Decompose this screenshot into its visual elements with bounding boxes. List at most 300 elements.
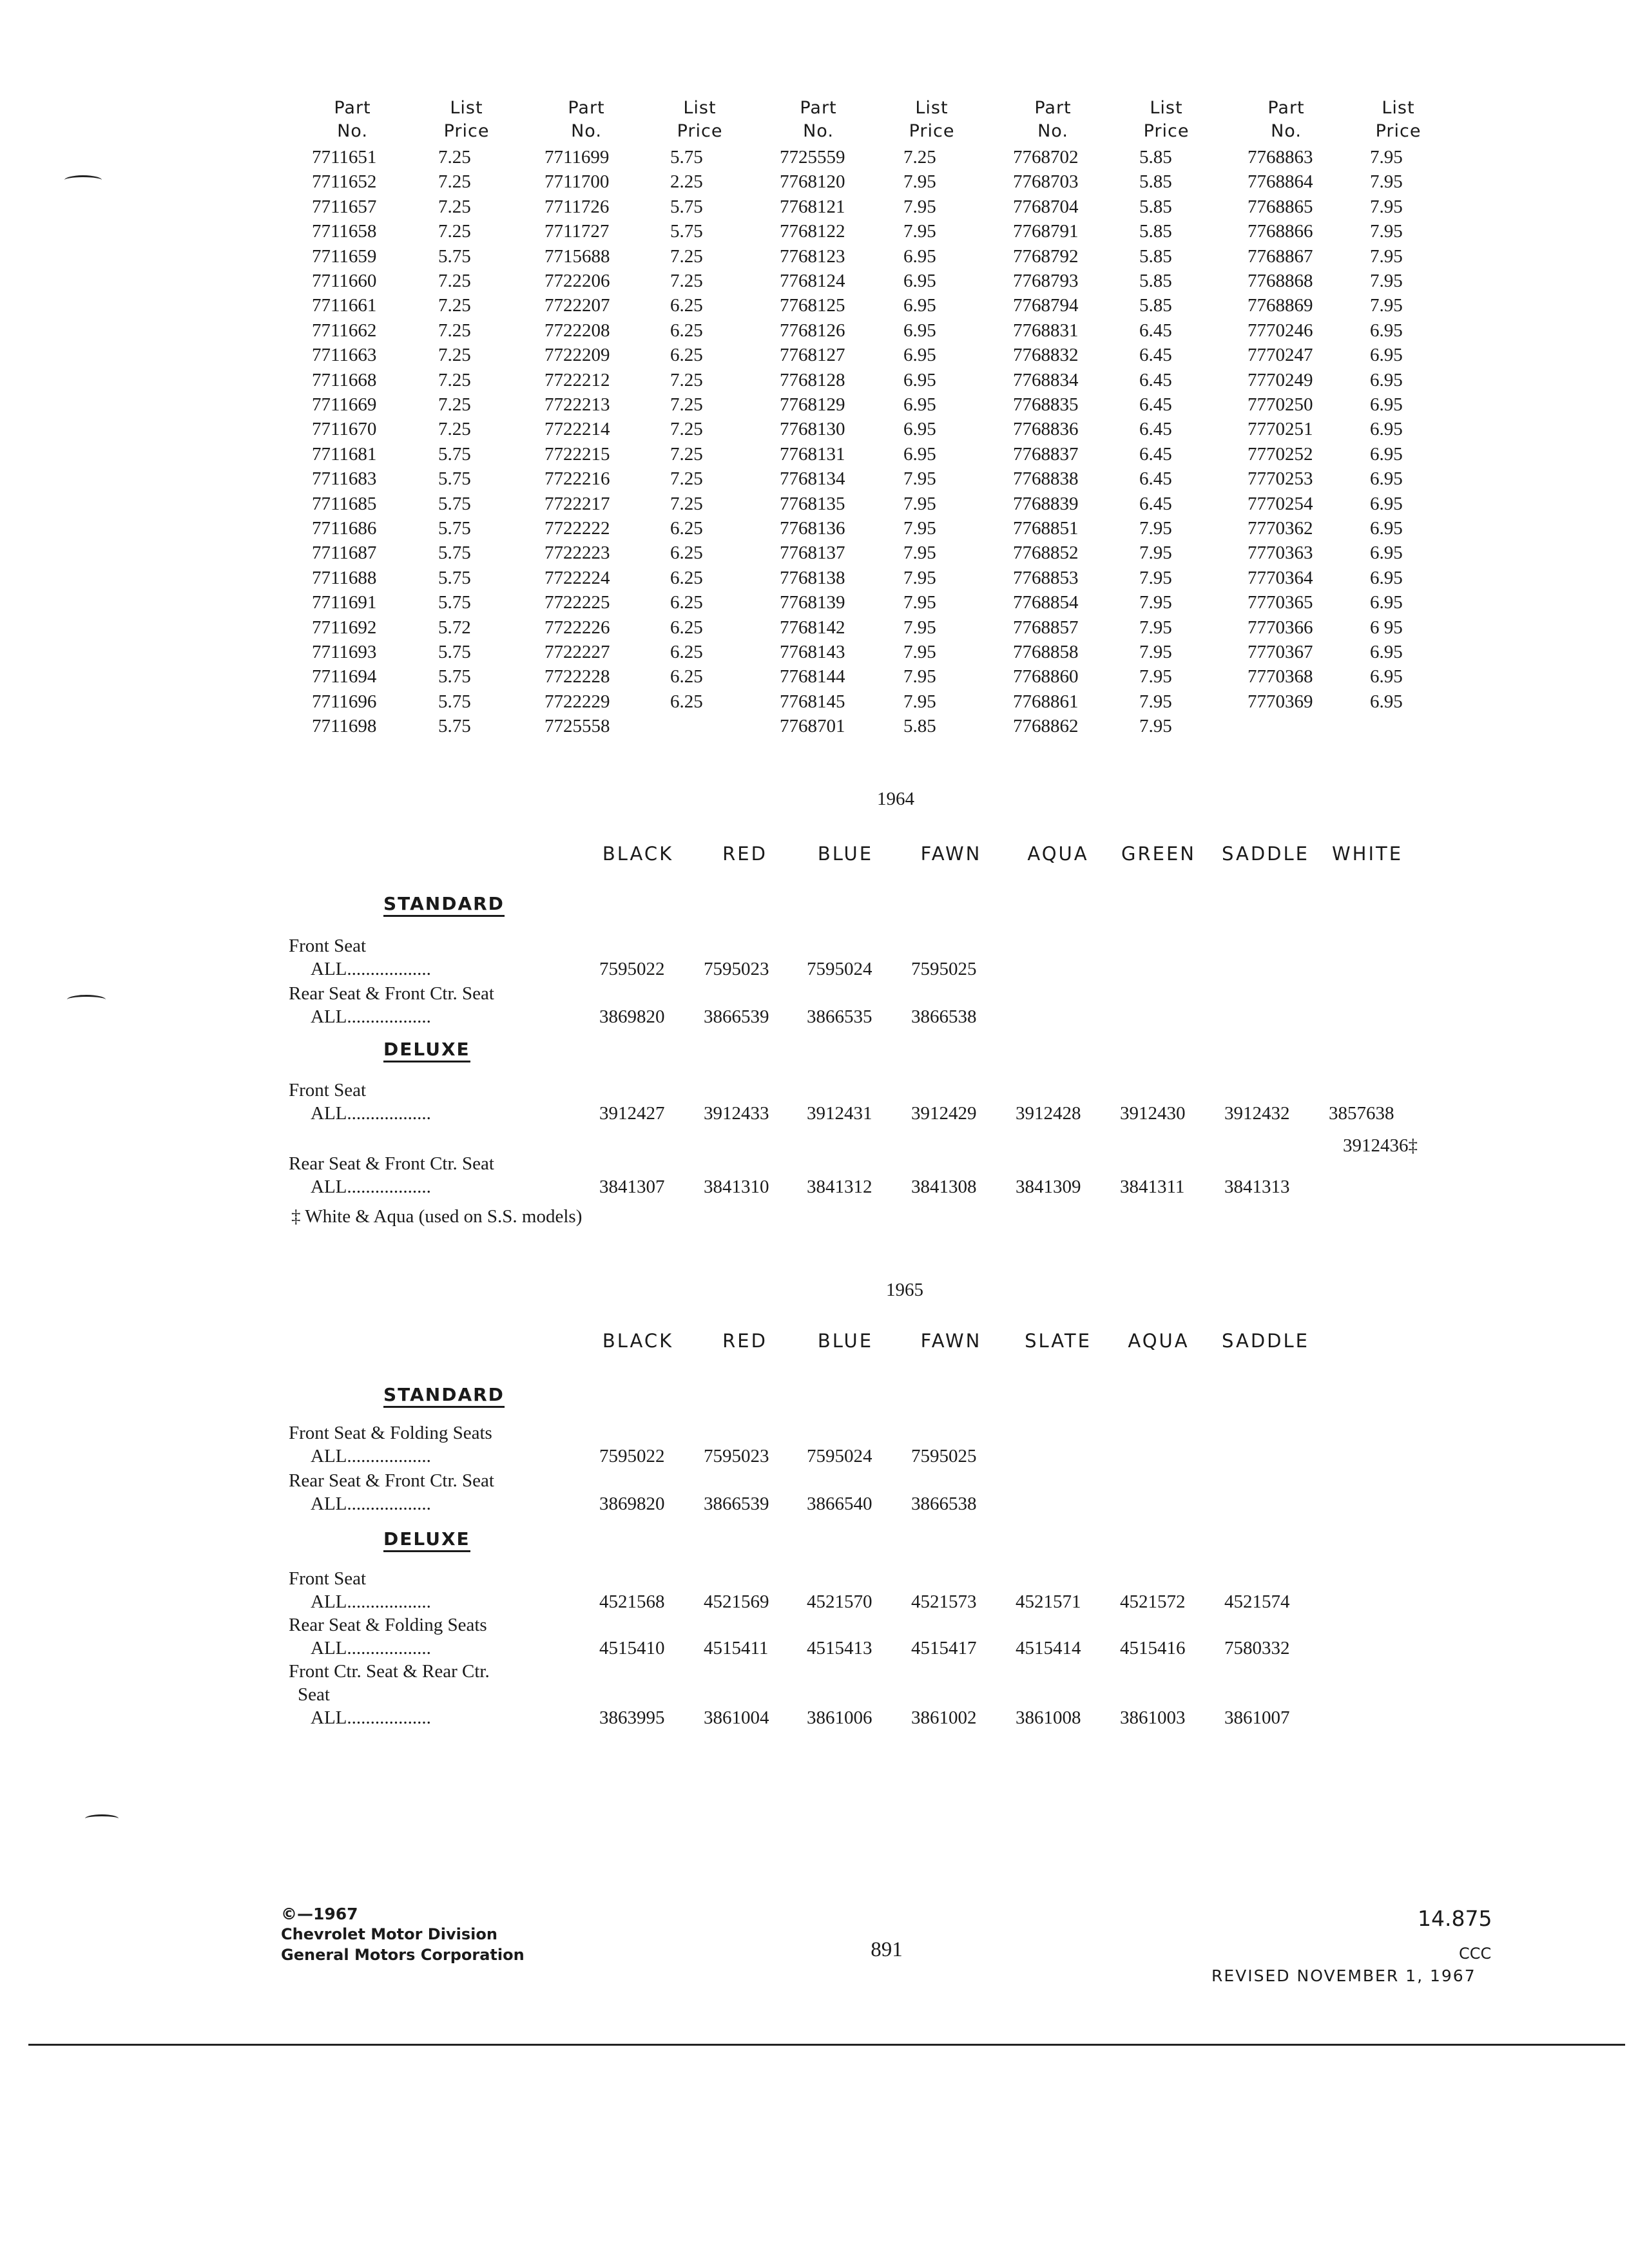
list-price: 5.75 [670, 221, 703, 242]
part-number: 7768792 [1013, 246, 1079, 267]
part-number: 7768839 [1013, 494, 1079, 514]
list-price: 7.95 [1139, 592, 1172, 613]
part-number: 7711651 [312, 147, 377, 168]
list-price: 7.25 [438, 221, 471, 242]
color-column-header: AQUA [1027, 843, 1089, 865]
part-number: 7768137 [780, 543, 845, 563]
part-number: 7768867 [1248, 246, 1313, 267]
part-number: 7768868 [1248, 271, 1313, 291]
list-price: 5.75 [438, 444, 471, 465]
list-price: 6.95 [1370, 320, 1403, 341]
part-number: 7770367 [1248, 642, 1313, 662]
list-price: 6.95 [1370, 345, 1403, 365]
list-price: 6.25 [670, 345, 703, 365]
list-price: 7.95 [903, 171, 936, 192]
list-price: 7.25 [438, 394, 471, 415]
list-price: 6.25 [670, 320, 703, 341]
list-price: 7.25 [438, 171, 471, 192]
part-number: 7711687 [312, 543, 377, 563]
part-number: 7768861 [1013, 691, 1079, 712]
list-price: 5.85 [1139, 171, 1172, 192]
color-column-header: BLACK [602, 1330, 674, 1352]
trim-part-number: 3857638 [1329, 1103, 1394, 1124]
bottom-rule [28, 2044, 1625, 2046]
part-number: 7768837 [1013, 444, 1079, 465]
trim-part-number: 3912430 [1120, 1103, 1186, 1124]
part-number: 7768863 [1248, 147, 1313, 168]
seat-label: Rear Seat & Front Ctr. Seat [289, 1470, 494, 1491]
part-number: 7768129 [780, 394, 845, 415]
color-column-header: SADDLE [1222, 1330, 1309, 1352]
part-number: 7768862 [1013, 716, 1079, 736]
part-number: 7768857 [1013, 617, 1079, 638]
list-price: 6.95 [903, 444, 936, 465]
part-number: 7768144 [780, 666, 845, 687]
section-code: CCC [1459, 1945, 1492, 1963]
part-number: 7768864 [1248, 171, 1313, 192]
part-number: 7770249 [1248, 370, 1313, 390]
part-number: 7711668 [312, 370, 377, 390]
part-number: 7768128 [780, 370, 845, 390]
part-number: 7770363 [1248, 543, 1313, 563]
part-no-header: Part No. [568, 98, 605, 141]
list-price: 7.95 [903, 691, 936, 712]
list-price: 7.95 [1370, 295, 1403, 316]
trim-part-number: 3841312 [807, 1177, 872, 1197]
section-deluxe-1965: DELUXE [383, 1528, 470, 1552]
list-price: 7.95 [903, 592, 936, 613]
list-price: 5.75 [438, 246, 471, 267]
trim-part-number: 4521568 [599, 1591, 665, 1612]
margin-mark [64, 175, 102, 185]
part-number: 7768860 [1013, 666, 1079, 687]
part-number: 7770247 [1248, 345, 1313, 365]
list-price: 6.25 [670, 592, 703, 613]
part-number: 7770362 [1248, 518, 1313, 539]
list-price: 7.25 [670, 246, 703, 267]
list-price: 5.75 [438, 568, 471, 588]
trim-part-number: 3866539 [704, 1006, 769, 1027]
copyright: ©—1967 [281, 1905, 358, 1923]
part-number: 7722224 [545, 568, 610, 588]
part-number: 7768130 [780, 419, 845, 439]
part-number: 7725558 [545, 716, 610, 736]
trim-part-number: 7595022 [599, 1446, 665, 1466]
footnote-1964: ‡ White & Aqua (used on S.S. models) [291, 1206, 583, 1227]
list-price: 5.75 [438, 468, 471, 489]
part-number: 7711662 [312, 320, 377, 341]
list-price: 7.95 [1370, 171, 1403, 192]
part-number: 7711694 [312, 666, 377, 687]
part-no-header: Part No. [1034, 98, 1072, 141]
part-number: 7711726 [545, 197, 610, 217]
part-number: 7768832 [1013, 345, 1079, 365]
part-number: 7715688 [545, 246, 610, 267]
part-number: 7711683 [312, 468, 377, 489]
list-price: 7.95 [1370, 246, 1403, 267]
list-price: 6.25 [670, 691, 703, 712]
part-number: 7722227 [545, 642, 610, 662]
list-price: 5.75 [670, 197, 703, 217]
list-price: 5.85 [1139, 221, 1172, 242]
color-column-header: RED [722, 1330, 767, 1352]
trim-part-number: 3861007 [1224, 1707, 1290, 1728]
list-price: 6.95 [1370, 691, 1403, 712]
list-price: 5.85 [903, 716, 936, 736]
seat-sub-label: ALL.................. [311, 959, 431, 979]
part-number: 7722216 [545, 468, 610, 489]
part-number: 7768793 [1013, 271, 1079, 291]
part-number: 7711681 [312, 444, 377, 465]
seat-label: Front Seat [289, 1568, 367, 1589]
trim-part-number: 3912427 [599, 1103, 665, 1124]
part-number: 7768866 [1248, 221, 1313, 242]
list-price: 7.95 [903, 468, 936, 489]
list-price: 7.95 [1139, 568, 1172, 588]
trim-part-number: 7580332 [1224, 1638, 1290, 1658]
color-column-header: BLUE [817, 1330, 874, 1352]
year-1964-heading: 1964 [877, 789, 914, 809]
part-number: 7711660 [312, 271, 377, 291]
part-number: 7722228 [545, 666, 610, 687]
part-number: 7768134 [780, 468, 845, 489]
color-column-header: SADDLE [1222, 843, 1309, 865]
part-number: 7770368 [1248, 666, 1313, 687]
list-price: 7.95 [1139, 518, 1172, 539]
list-price: 7.25 [438, 370, 471, 390]
part-number: 7770246 [1248, 320, 1313, 341]
seat-sub-label: ALL.................. [311, 1707, 431, 1728]
list-price: 5.72 [438, 617, 471, 638]
list-price: 5.75 [438, 494, 471, 514]
list-price: 6.95 [1370, 642, 1403, 662]
part-number: 7768869 [1248, 295, 1313, 316]
part-number: 7768865 [1248, 197, 1313, 217]
list-price: 6.95 [1370, 444, 1403, 465]
list-price: 6.25 [670, 295, 703, 316]
list-price-header: List Price [677, 98, 723, 141]
part-number: 7768138 [780, 568, 845, 588]
list-price: 6.25 [670, 617, 703, 638]
list-price: 5.85 [1139, 197, 1172, 217]
list-price: 6.45 [1139, 320, 1172, 341]
part-number: 7711699 [545, 147, 610, 168]
list-price: 6.25 [670, 568, 703, 588]
part-number: 7711669 [312, 394, 377, 415]
color-column-header: SLATE [1025, 1330, 1092, 1352]
trim-part-number: 3841308 [911, 1177, 977, 1197]
seat-label: Front Ctr. Seat & Rear Ctr. [289, 1661, 490, 1682]
part-number: 7711686 [312, 518, 377, 539]
seat-sub-label: ALL.................. [311, 1638, 431, 1658]
list-price: 7.95 [903, 568, 936, 588]
trim-part-number: 7595024 [807, 1446, 872, 1466]
part-number: 7770250 [1248, 394, 1313, 415]
list-price: 6.45 [1139, 494, 1172, 514]
part-number: 7722206 [545, 271, 610, 291]
list-price: 7.95 [903, 666, 936, 687]
part-number: 7768126 [780, 320, 845, 341]
part-number: 7768142 [780, 617, 845, 638]
part-number: 7770364 [1248, 568, 1313, 588]
seat-label: Front Seat [289, 936, 367, 956]
part-number: 7768120 [780, 171, 845, 192]
list-price: 5.75 [438, 592, 471, 613]
part-number: 7770369 [1248, 691, 1313, 712]
list-price-header: List Price [443, 98, 490, 141]
list-price: 6.45 [1139, 394, 1172, 415]
seat-sub-label: ALL.................. [311, 1591, 431, 1612]
part-number: 7768145 [780, 691, 845, 712]
list-price: 5.75 [438, 691, 471, 712]
trim-part-number: 3866535 [807, 1006, 872, 1027]
section-deluxe-1964: DELUXE [383, 1039, 470, 1062]
part-no-header: Part No. [334, 98, 371, 141]
trim-part-number: 4515417 [911, 1638, 977, 1658]
list-price: 6.95 [1370, 592, 1403, 613]
color-column-header: BLACK [602, 843, 674, 865]
part-number: 7768123 [780, 246, 845, 267]
trim-part-number: 3866538 [911, 1006, 977, 1027]
trim-part-number: 3841313 [1224, 1177, 1290, 1197]
list-price: 5.75 [438, 518, 471, 539]
part-number: 7722208 [545, 320, 610, 341]
part-number: 7768836 [1013, 419, 1079, 439]
trim-part-number: 3841311 [1120, 1177, 1185, 1197]
list-price: 5.85 [1139, 147, 1172, 168]
part-number: 7711685 [312, 494, 377, 514]
part-number: 7711657 [312, 197, 377, 217]
part-number: 7711661 [312, 295, 377, 316]
part-number: 7768835 [1013, 394, 1079, 415]
part-number: 7711698 [312, 716, 377, 736]
seat-label: Front Seat [289, 1080, 367, 1100]
seat-sub-label: ALL.................. [311, 1177, 431, 1197]
part-number: 7722229 [545, 691, 610, 712]
trim-part-number: 4521569 [704, 1591, 769, 1612]
part-number: 7711658 [312, 221, 377, 242]
list-price: 7.25 [438, 345, 471, 365]
list-price: 7.25 [670, 419, 703, 439]
list-price: 6.95 [1370, 419, 1403, 439]
list-price: 6.95 [903, 345, 936, 365]
seat-label: Front Seat & Folding Seats [289, 1423, 492, 1443]
list-price: 6.45 [1139, 419, 1172, 439]
list-price: 5.75 [438, 666, 471, 687]
list-price: 7.25 [670, 468, 703, 489]
part-number: 7768794 [1013, 295, 1079, 316]
trim-part-number: 3841307 [599, 1177, 665, 1197]
list-price: 7.95 [903, 617, 936, 638]
part-number: 7768121 [780, 197, 845, 217]
list-price: 6.95 [903, 295, 936, 316]
part-no-header: Part No. [800, 98, 837, 141]
part-number: 7711688 [312, 568, 377, 588]
trim-part-number: 4515413 [807, 1638, 872, 1658]
part-number: 7711696 [312, 691, 377, 712]
list-price: 6.95 [903, 246, 936, 267]
part-no-header: Part No. [1268, 98, 1305, 141]
trim-part-number: 3866539 [704, 1494, 769, 1514]
list-price: 7.95 [1139, 543, 1172, 563]
list-price: 6 95 [1370, 617, 1403, 638]
trim-part-number: 3861003 [1120, 1707, 1186, 1728]
trim-part-number: 3869820 [599, 1494, 665, 1514]
list-price: 6.95 [1370, 394, 1403, 415]
seat-label: Seat [298, 1684, 330, 1705]
color-column-header: GREEN [1121, 843, 1196, 865]
part-number: 7768791 [1013, 221, 1079, 242]
list-price: 7.95 [1370, 197, 1403, 217]
part-number: 7768124 [780, 271, 845, 291]
part-number: 7768853 [1013, 568, 1079, 588]
trim-part-number: 3861008 [1016, 1707, 1081, 1728]
part-number: 7711670 [312, 419, 377, 439]
trim-part-number: 3912432 [1224, 1103, 1290, 1124]
list-price: 7.95 [1139, 642, 1172, 662]
list-price: 7.95 [903, 494, 936, 514]
list-price: 7.25 [438, 147, 471, 168]
publisher-division: Chevrolet Motor Division [281, 1925, 497, 1943]
extra-value-1964: 3912436‡ [1343, 1135, 1418, 1156]
trim-part-number: 3912428 [1016, 1103, 1081, 1124]
list-price: 6.25 [670, 518, 703, 539]
part-number: 7711693 [312, 642, 377, 662]
part-number: 7768704 [1013, 197, 1079, 217]
list-price: 7.95 [903, 518, 936, 539]
list-price: 6.95 [1370, 468, 1403, 489]
margin-mark [85, 1814, 119, 1823]
part-number: 7711652 [312, 171, 377, 192]
part-number: 7711659 [312, 246, 377, 267]
part-number: 7768135 [780, 494, 845, 514]
color-column-header: RED [722, 843, 767, 865]
seat-label: Rear Seat & Front Ctr. Seat [289, 983, 494, 1004]
trim-part-number: 4521570 [807, 1591, 872, 1612]
trim-part-number: 4521572 [1120, 1591, 1186, 1612]
list-price: 7.25 [438, 197, 471, 217]
margin-mark [67, 995, 106, 1004]
part-number: 7768851 [1013, 518, 1079, 539]
list-price: 5.85 [1139, 295, 1172, 316]
color-column-header: AQUA [1128, 1330, 1190, 1352]
part-number: 7768122 [780, 221, 845, 242]
trim-part-number: 4515410 [599, 1638, 665, 1658]
trim-part-number: 3912431 [807, 1103, 872, 1124]
list-price: 7.25 [438, 419, 471, 439]
list-price: 5.75 [438, 716, 471, 736]
list-price: 7.95 [903, 221, 936, 242]
part-number: 7768834 [1013, 370, 1079, 390]
trim-part-number: 7595023 [704, 959, 769, 979]
part-number: 7768143 [780, 642, 845, 662]
seat-label: Rear Seat & Folding Seats [289, 1615, 487, 1635]
list-price: 6.95 [1370, 543, 1403, 563]
part-number: 7722215 [545, 444, 610, 465]
part-number: 7768702 [1013, 147, 1079, 168]
trim-part-number: 4521571 [1016, 1591, 1081, 1612]
list-price-header: List Price [1375, 98, 1422, 141]
year-1965-heading: 1965 [886, 1280, 923, 1300]
trim-part-number: 3912433 [704, 1103, 769, 1124]
list-price: 6.45 [1139, 444, 1172, 465]
part-number: 7770365 [1248, 592, 1313, 613]
list-price: 7.95 [903, 642, 936, 662]
list-price: 5.75 [670, 147, 703, 168]
trim-part-number: 3861006 [807, 1707, 872, 1728]
trim-part-number: 3866538 [911, 1494, 977, 1514]
list-price: 5.85 [1139, 246, 1172, 267]
color-column-header: FAWN [920, 1330, 982, 1352]
part-number: 7711700 [545, 171, 610, 192]
seat-sub-label: ALL.................. [311, 1103, 431, 1124]
part-number: 7768703 [1013, 171, 1079, 192]
list-price: 5.75 [438, 642, 471, 662]
part-number: 7722213 [545, 394, 610, 415]
trim-part-number: 4515411 [704, 1638, 769, 1658]
list-price: 7.25 [670, 494, 703, 514]
list-price: 7.95 [1139, 617, 1172, 638]
list-price: 6.25 [670, 543, 703, 563]
part-number: 7711692 [312, 617, 377, 638]
trim-part-number: 3861002 [911, 1707, 977, 1728]
trim-part-number: 3912429 [911, 1103, 977, 1124]
list-price: 7.95 [903, 197, 936, 217]
list-price: 6.95 [903, 394, 936, 415]
part-number: 7768701 [780, 716, 845, 736]
list-price: 6.95 [903, 320, 936, 341]
trim-part-number: 7595024 [807, 959, 872, 979]
list-price: 6.95 [1370, 666, 1403, 687]
part-number: 7768858 [1013, 642, 1079, 662]
list-price: 6.95 [903, 419, 936, 439]
trim-part-number: 3869820 [599, 1006, 665, 1027]
trim-part-number: 7595023 [704, 1446, 769, 1466]
part-number: 7768136 [780, 518, 845, 539]
part-number: 7722223 [545, 543, 610, 563]
section-number: 14.875 [1418, 1906, 1492, 1931]
part-number: 7722212 [545, 370, 610, 390]
seat-sub-label: ALL.................. [311, 1494, 431, 1514]
seat-sub-label: ALL.................. [311, 1006, 431, 1027]
list-price: 6.95 [903, 271, 936, 291]
trim-part-number: 7595022 [599, 959, 665, 979]
part-number: 7722217 [545, 494, 610, 514]
revised-date: REVISED NOVEMBER 1, 1967 [1211, 1966, 1476, 1985]
list-price-header: List Price [909, 98, 955, 141]
part-number: 7768127 [780, 345, 845, 365]
part-number: 7768131 [780, 444, 845, 465]
list-price: 5.75 [438, 543, 471, 563]
list-price: 6.95 [903, 370, 936, 390]
part-number: 7768838 [1013, 468, 1079, 489]
part-number: 7770251 [1248, 419, 1313, 439]
list-price: 7.95 [1370, 221, 1403, 242]
part-number: 7722209 [545, 345, 610, 365]
list-price: 7.95 [903, 543, 936, 563]
part-number: 7770366 [1248, 617, 1313, 638]
trim-part-number: 3866540 [807, 1494, 872, 1514]
trim-part-number: 3841310 [704, 1177, 769, 1197]
page-number: 891 [871, 1938, 903, 1961]
part-number: 7768831 [1013, 320, 1079, 341]
part-number: 7768854 [1013, 592, 1079, 613]
color-column-header: BLUE [817, 843, 874, 865]
list-price: 6.95 [1370, 568, 1403, 588]
list-price: 6.25 [670, 642, 703, 662]
part-number: 7725559 [780, 147, 845, 168]
section-standard-1964: STANDARD [383, 893, 505, 917]
